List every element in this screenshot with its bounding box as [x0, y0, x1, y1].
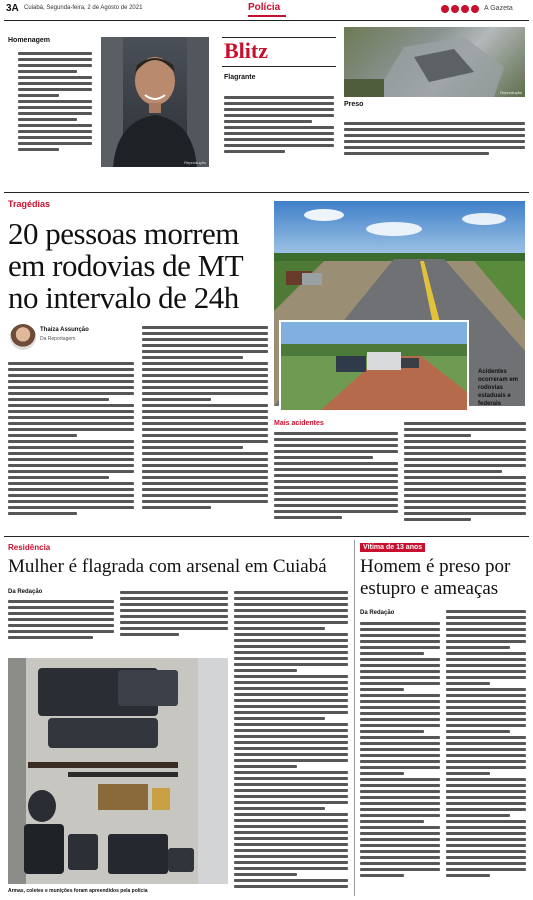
section-divider-1: [4, 192, 529, 193]
damaged-vehicle-icon: [344, 27, 525, 97]
portrait-photo: [101, 37, 209, 167]
arsenal-col-2: [120, 591, 228, 647]
blitz-rule-bottom: [222, 66, 336, 67]
seized-weapons-icon: [8, 658, 228, 884]
arsenal-kicker: Residência: [8, 543, 51, 552]
top-left-kicker: Homenagem: [8, 37, 51, 44]
twitter-icon: [461, 5, 469, 13]
tragedias-col-4: [404, 422, 526, 524]
highway-caption: Acidentes ocorreram em rodovias estaduais e federais: [478, 369, 519, 407]
crash-photo: [279, 320, 469, 412]
page-header: [0, 0, 533, 22]
arsenal-col-1: [8, 600, 114, 648]
homem-byline: Da Redação: [360, 610, 395, 616]
section-underline: [248, 15, 286, 17]
tragedias-headline-line-3: no intervalo de 24h: [8, 280, 239, 315]
tragedias-headline: [8, 218, 270, 314]
arsenal-photo: [8, 658, 228, 884]
homem-headline: [360, 556, 528, 600]
header-rule: [4, 20, 529, 21]
tragedias-subhead: Mais acidentes: [274, 420, 324, 427]
author-avatar: [10, 324, 36, 350]
tragedias-col-2: [142, 326, 268, 522]
facebook-icon: [441, 5, 449, 13]
arsenal-col-3: [234, 591, 348, 896]
arsenal-byline: Da Redação: [8, 589, 43, 595]
arsenal-headline: Mulher é flagrada com arsenal em Cuiabá: [8, 556, 327, 577]
top-right-kicker: Preso: [344, 101, 364, 108]
date-line: Cuiabá, Segunda-feira, 2 de Agosto de 2021: [24, 5, 143, 11]
tragedias-kicker: Tragédias: [8, 199, 51, 209]
top-left-text: [18, 52, 92, 164]
crash-scene-icon: [281, 322, 467, 410]
tragedias-col-1: [8, 362, 134, 522]
homem-headline-line-1: Homem é preso por: [360, 556, 511, 577]
blitz-kicker: Flagrante: [224, 74, 256, 81]
arsenal-caption: Armas, coletes e munições foram apreendidos pela polícia: [8, 888, 148, 894]
section-divider-2: [4, 536, 529, 537]
portrait-credit: Reprodução: [184, 160, 206, 165]
tragedias-headline-line-1: 20 pessoas morrem: [8, 216, 239, 251]
tragedias-col-3: [274, 432, 398, 524]
top-right-text: [344, 122, 525, 164]
homem-kicker: Vítima de 13 anos: [360, 543, 425, 552]
blitz-text: [224, 96, 334, 162]
page-number: 3A: [6, 3, 19, 14]
instagram-icon: [451, 5, 459, 13]
homem-col-1: [360, 622, 440, 896]
vehicle-photo: [344, 27, 525, 97]
brand-name: A Gazeta: [484, 5, 513, 12]
homem-headline-line-2: estupro e ameaças: [360, 578, 499, 599]
section-label: Polícia: [248, 2, 281, 13]
author-name: Thaiza Assunção: [40, 327, 89, 333]
youtube-icon: [471, 5, 479, 13]
column-divider: [354, 540, 355, 896]
author-role: Da Reportagem: [40, 336, 76, 342]
vehicle-credit: Reprodução: [500, 90, 522, 95]
blitz-title: Blitz: [224, 38, 268, 63]
social-icons: [441, 5, 481, 14]
homem-col-2: [446, 610, 526, 896]
tragedias-headline-line-2: em rodovias de MT: [8, 248, 244, 283]
man-portrait-icon: [101, 37, 209, 167]
